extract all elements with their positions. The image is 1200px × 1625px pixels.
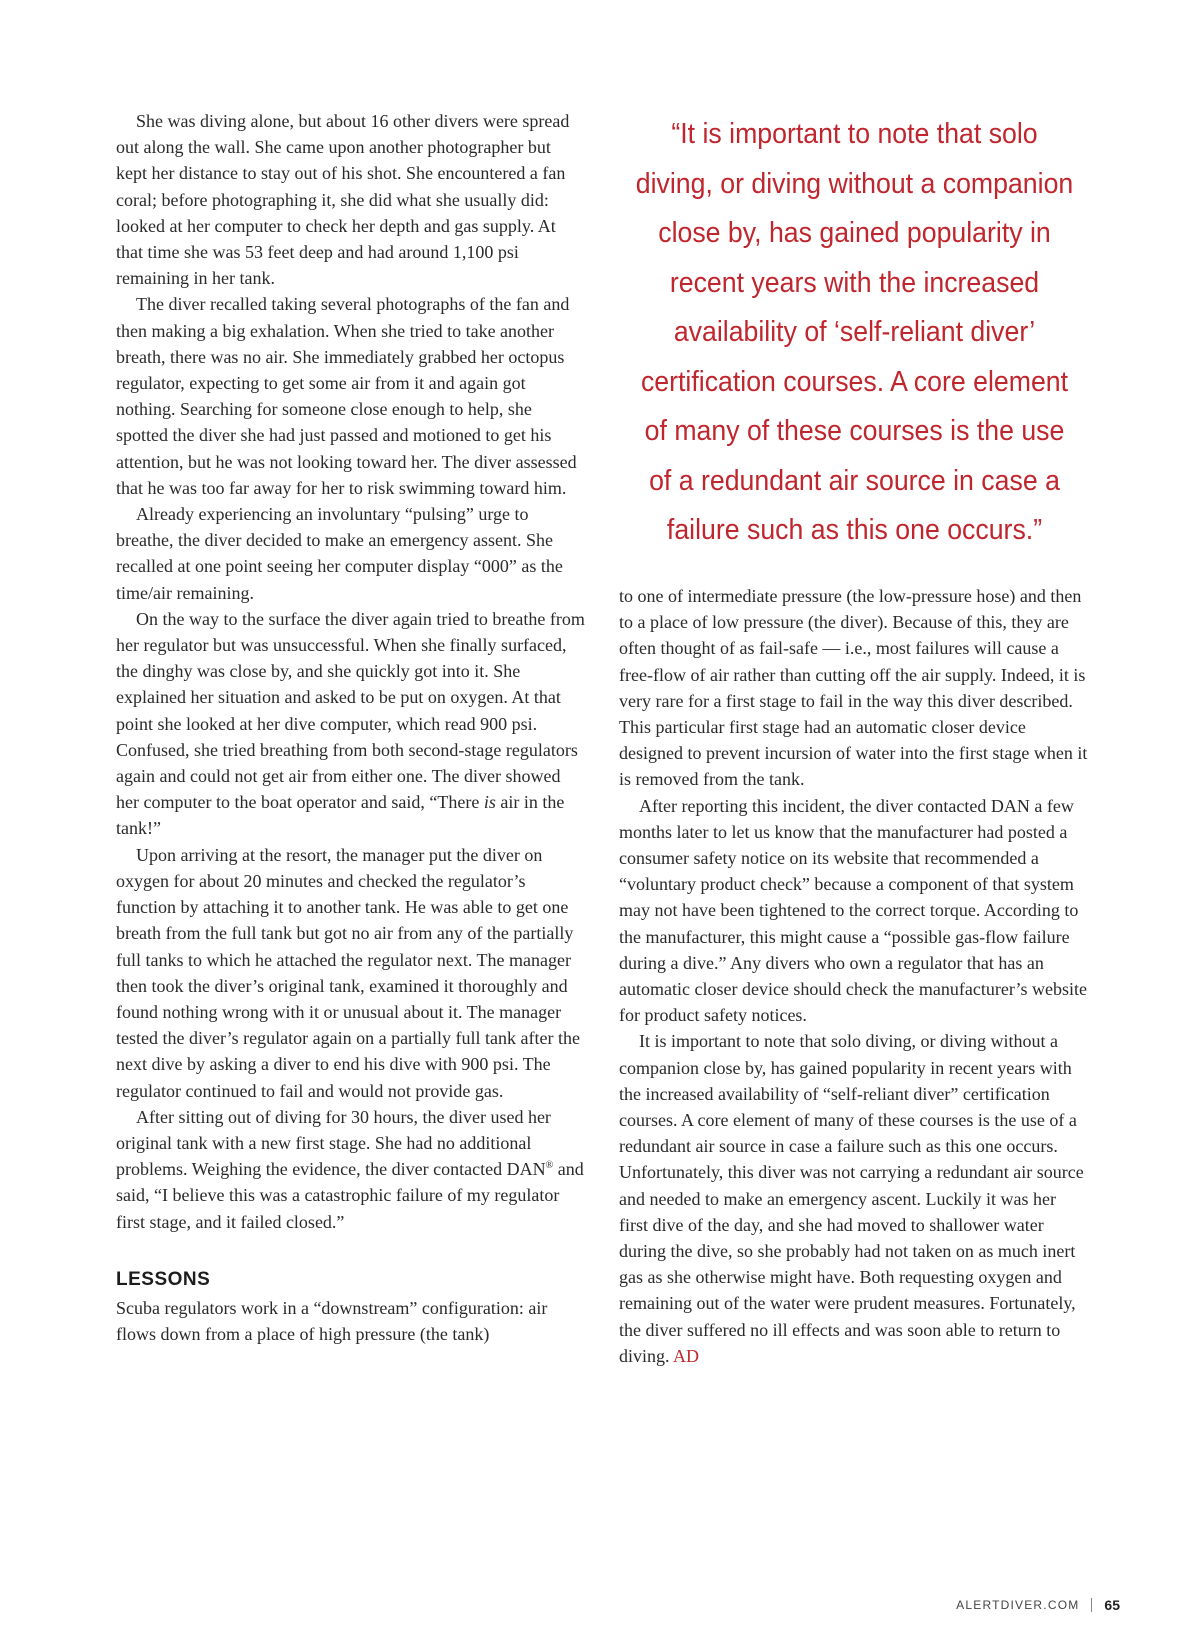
paragraph-text: After sitting out of diving for 30 hours, the diver used her original tank with a new first stage. She had no additional problems. Weighing the evidence, the diver contacted DAN: [116, 1106, 551, 1180]
body-paragraph: [116, 1104, 586, 1235]
body-paragraph: Already experiencing an involuntary “pulsing” urge to breathe, the diver decided to make an emergency assent. She recalled at one point seeing her computer display “000” as the time/air remaining.: [116, 504, 563, 603]
pull-quote: “It is important to note that solo diving, or diving without a companion close by, has gained popularity in recent years with the increased availability of ‘self-reliant diver’ certification courses. A core element of many of these courses is the use of a redundant air source in case a failure such as this one occurs.”: [635, 118, 1074, 546]
right-column: [619, 583, 1089, 1369]
page-footer: [956, 1597, 1120, 1613]
body-paragraph: The diver recalled taking several photographs of the fan and then making a big exhalation. When she tried to take another breath, there was no air. She immediately grabbed her octopus regulator, expecting to get some air from it and again got nothing. Searching for someone close enough to help, she spotted the diver she had just passed and motioned to get his attention, but he was not looking toward her. The diver assessed that he was too far away for her to risk swimming toward him.: [116, 294, 577, 498]
paragraph-text: and said, “I believe this was a catastrophic failure of my regulator first stage, and it failed closed.”: [116, 1159, 584, 1232]
body-paragraph: After reporting this incident, the diver contacted DAN a few months later to let us know that the manufacturer had posted a consumer safety notice on its website that recommended a “voluntary product check” because a component of that system may not have been tightened to the correct torque. According to the manufacturer, this might cause a “possible gas-flow failure during a dive.” Any divers who own a regulator that has an automatic closer device should check the manufacturer’s website for product safety notices.: [619, 795, 1087, 1026]
paragraph-text: It is important to note that solo diving, or diving without a companion close by, has gained popularity in recent years with the increased availability of “self-reliant diver” certification courses. A core element of many of these courses is the use of a redundant air source in case a failure such as this one occurs. Unfortunately, this diver was not carrying a redundant air source and needed to make an emergency ascent. Luckily it was her first dive of the day, and she had moved to shallower water during the dive, so she probably had not taken on as much inert gas as she otherwise might have. Both requesting oxygen and remaining out of the water were prudent measures. Fortunately, the diver suffered no ill effects and was soon able to return to diving.: [619, 1031, 1084, 1366]
body-paragraph: She was diving alone, but about 16 other divers were spread out along the wall. She came upon another photographer but kept her distance to stay out of his shot. She encountered a fan coral; before photographing it, she did what she usually did: looked at her computer to check her depth and gas supply. At that time she was 53 feet deep and had around 1,100 psi remaining in her tank.: [116, 111, 570, 289]
page-number: 65: [1104, 1597, 1120, 1613]
footer-site: ALERTDIVER.COM: [956, 1598, 1080, 1612]
paragraph-text: On the way to the surface the diver again tried to breathe from her regulator but was unsuccessful. When she finally surfaced, the dinghy was close by, and she quickly got into it. She explained her situation and asked to be put on oxygen. At that point she looked at her dive computer, which read 900 psi. Confused, she tried breathing from both second-stage regulators again and could not get air from either one. The diver showed her computer to the boat operator and said, “There: [116, 608, 585, 813]
body-paragraph: [116, 606, 586, 842]
lessons-heading: LESSONS: [116, 1268, 211, 1290]
left-column: [116, 108, 586, 1347]
registered-mark: ®: [545, 1160, 554, 1172]
footer-divider: [1091, 1598, 1092, 1612]
body-paragraph: to one of intermediate pressure (the low-pressure hose) and then to a place of low pressure (the diver). Because of this, they are often thought of as fail-safe — i.e., most failures will cause a free-flow of air rather than cutting off the air supply. Indeed, it is very rare for a first stage to fail in the way this diver described. This particular first stage had an automatic closer device designed to prevent incursion of water into the first stage when it is removed from the tank.: [619, 586, 1088, 790]
body-paragraph: Upon arriving at the resort, the manager put the diver on oxygen for about 20 minutes and checked the regulator’s function by attaching it to another tank. He was able to get one breath from the full tank but got no air from any of the partially full tanks to which he attached the regulator next. The manager then took the diver’s original tank, examined it thoroughly and found nothing wrong with it or unusual about it. The manager tested the diver’s regulator again on a partially full tank after the next dive by asking a diver to end his dive with 900 psi. The regulator continued to fail and would not provide gas.: [116, 844, 580, 1101]
emphasis-text: is: [483, 792, 496, 813]
body-paragraph: [619, 1028, 1089, 1369]
body-paragraph: Scuba regulators work in a “downstream” configuration: air flows down from a place of high pressure (the tank): [116, 1297, 548, 1345]
paragraph-text: air in the tank!”: [116, 792, 565, 839]
end-mark: AD: [673, 1345, 700, 1366]
